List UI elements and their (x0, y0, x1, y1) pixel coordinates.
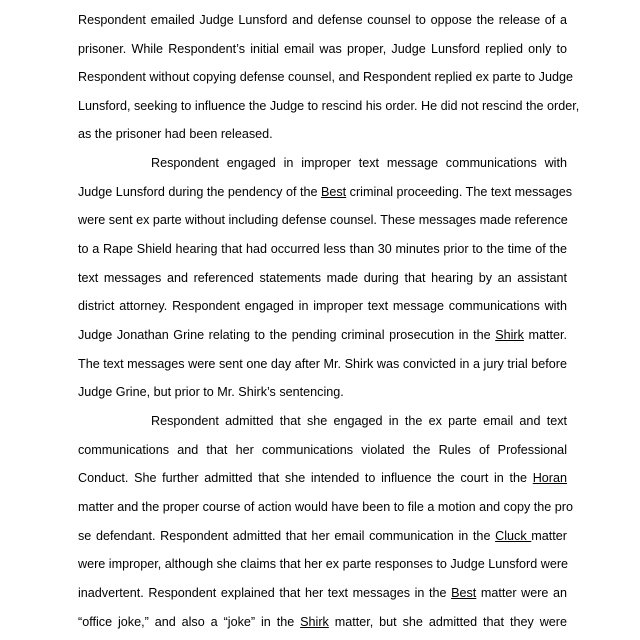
paragraph-3-line-5-text-before: se defendant. Respondent admitted that her email communication in the (78, 529, 496, 543)
case-name-shirk-2: Shirk (300, 615, 329, 629)
paragraph-2-line-2-text-before: Judge Lunsford during the pendency of the (78, 185, 321, 199)
paragraph-3-line-8-text-before: “office joke,” and also a “joke” in the (78, 615, 301, 629)
paragraph-3-line-6: were improper, although she claims that her ex parte responses to Judge Lunsford were (78, 557, 569, 571)
paragraph-3-line-8-text-after: matter, but she admitted that they were (328, 615, 567, 629)
case-name-best: Best (320, 185, 347, 199)
case-name-horan: Horan (532, 471, 567, 485)
paragraph-2-line-4: to a Rape Shield hearing that had occurred less than 30 minutes prior to the time of the (78, 242, 567, 256)
paragraph-2-line-6: district attorney. Respondent engaged in improper text message communications with (78, 299, 567, 313)
paragraph-3-line-8 (78, 614, 567, 630)
paragraph-3-line-3 (78, 470, 567, 486)
paragraph-3-line-7 (78, 585, 567, 601)
paragraph-2-line-9: Judge Grine, but prior to Mr. Shirk’s sentencing. (78, 385, 344, 399)
paragraph-2-line-5: text messages and referenced statements made during that hearing by an assistant (78, 271, 567, 285)
paragraph-2-line-7 (78, 327, 567, 343)
paragraph-1-line-4: Lunsford, seeking to influence the Judge to rescind his order. He did not rescind the order, (78, 99, 580, 113)
paragraph-3-line-5 (78, 528, 567, 544)
paragraph-2-line-7-text-before: Judge Jonathan Grine relating to the pending criminal prosecution in the (78, 328, 496, 342)
case-name-shirk: Shirk (495, 328, 524, 342)
paragraph-3-line-7-text-before: inadvertent. Respondent explained that her text messages in the (78, 586, 452, 600)
case-name-cluck: Cluck (495, 529, 532, 543)
paragraph-3-line-5-text-after: matter (531, 529, 567, 543)
paragraph-1-line-2: prisoner. While Respondent’s initial email was proper, Judge Lunsford replied only to (78, 42, 567, 56)
paragraph-3-line-4: matter and the proper course of action would have been to file a motion and copy the pro (78, 500, 573, 514)
paragraph-1-line-1: Respondent emailed Judge Lunsford and defense counsel to oppose the release of a (78, 13, 567, 27)
paragraph-2-line-7-text-after: matter. (523, 328, 567, 342)
paragraph-3-line-3-text-before: Conduct. She further admitted that she intended to influence the court in the (78, 471, 533, 485)
paragraph-3-line-1: Respondent admitted that she engaged in the ex parte email and text (151, 414, 567, 428)
paragraph-3-line-7-text-after: matter were an (476, 586, 567, 600)
paragraph-2-line-2 (78, 184, 573, 200)
paragraph-2-line-8: The text messages were sent one day after Mr. Shirk was convicted in a jury trial before (78, 357, 567, 371)
paragraph-2-line-3: were sent ex parte without including defense counsel. These messages made reference (78, 213, 568, 227)
paragraph-1-line-5: as the prisoner had been released. (78, 127, 273, 141)
paragraph-2-line-2-text-after: criminal proceeding. The text messages (346, 185, 573, 199)
paragraph-3-line-2: communications and that her communications violated the Rules of Professional (78, 443, 567, 457)
case-name-best-2: Best (451, 586, 477, 600)
paragraph-2-line-1: Respondent engaged in improper text message communications with (151, 156, 567, 170)
paragraph-1-line-3: Respondent without copying defense counsel, and Respondent replied ex parte to Judge (78, 70, 573, 84)
